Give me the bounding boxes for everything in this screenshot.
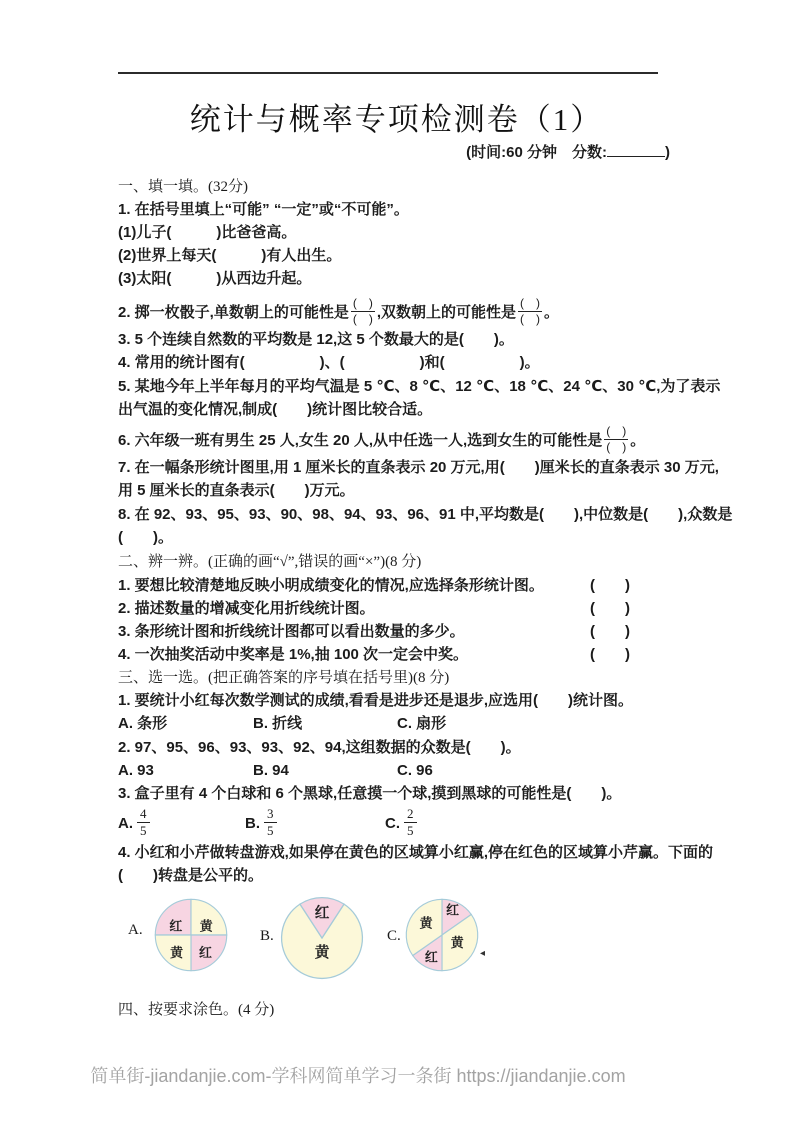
s3-q4-line2: ( )转盘是公平的。	[118, 867, 263, 884]
option-a-letter: A.	[118, 815, 133, 833]
s1-q2-end: 。	[544, 303, 560, 321]
s3-q4-line1: 4. 小红和小芹做转盘游戏,如果停在黄色的区域算小红赢,停在红色的区域算小芹赢。下面的	[118, 844, 714, 861]
spinner-c-letter: C.	[387, 928, 401, 944]
fraction-blank	[604, 424, 628, 455]
option-c	[385, 806, 417, 838]
spinner-c-text-bottom: 红	[424, 949, 438, 965]
s1-q1-sub3: (3)太阳( )从西边升起。	[118, 270, 312, 287]
spinner-c-text-right: 黄	[450, 935, 464, 951]
option-b: B. 折线	[253, 715, 303, 732]
fraction-numerator: ( )	[352, 296, 373, 310]
fraction-denominator: ( )	[606, 440, 627, 454]
s1-q8-line1: 8. 在 92、93、95、93、90、98、94、93、96、91 中,平均数是( ),中位数是( ),众数是	[118, 506, 733, 523]
s1-q4: 4. 常用的统计图有( )、( )和( )。	[118, 354, 540, 371]
fraction-numerator: ( )	[606, 424, 627, 438]
fraction-denominator: ( )	[520, 312, 541, 326]
s1-q2-text1: 2. 掷一枚骰子,单数朝上的可能性是	[118, 303, 349, 321]
s1-q2	[118, 296, 559, 330]
fraction-numerator: 3	[264, 806, 277, 823]
s2-item-3-text: 3. 条形统计图和折线统计图都可以看出数量的多少。	[118, 623, 465, 640]
s3-q1: 1. 要统计小红每次数学测试的成绩,看看是进步还是退步,应选用( )统计图。	[118, 692, 634, 709]
site-footer: 简单街-jiandanjie.com-学科网简单学习一条街 https://jiandanjie.com	[90, 1066, 626, 1086]
spinner-c-text-left: 黄	[419, 915, 433, 931]
s1-q1-sub2: (2)世界上每天( )有人出生。	[118, 247, 342, 264]
s1-q1-sub1: (1)儿子( )比爸爸高。	[118, 224, 297, 241]
s1-q7-line2: 用 5 厘米长的直条表示( )万元。	[118, 482, 355, 499]
s1-q2-text2: ,双数朝上的可能性是	[376, 303, 517, 321]
s2-item-4	[118, 645, 630, 665]
section1-header: 一、填一填。(32分)	[118, 179, 248, 195]
s1-q7-line1: 7. 在一幅条形统计图里,用 1 厘米长的直条表示 20 万元,用( )厘米长的直条表示 30 万元,	[118, 459, 719, 476]
option-c-fraction	[404, 806, 417, 838]
s1-q1: 1. 在括号里填上“可能” “一定”或“不可能”。	[118, 201, 409, 218]
section2-header: 二、辨一辨。(正确的画“√”,错误的画“×”)(8 分)	[118, 554, 422, 570]
s3-q2: 2. 97、95、96、93、93、92、94,这组数据的众数是( )。	[118, 739, 521, 756]
fraction-blank	[351, 296, 375, 327]
s1-q6-text: 6. 六年级一班有男生 25 人,女生 20 人,从中任选一人,选到女生的可能性是	[118, 431, 603, 449]
s2-item-3	[118, 622, 630, 642]
option-a: A. 93	[118, 762, 154, 779]
mouse-cursor-arrow: ◂	[480, 948, 486, 959]
option-b-fraction	[264, 806, 277, 838]
option-b	[245, 806, 385, 842]
s3-q2-options	[118, 761, 433, 781]
top-rule	[118, 72, 658, 74]
fraction-denominator: 5	[267, 822, 274, 838]
s3-q3-options	[118, 806, 417, 842]
spinner-c-text-top: 红	[446, 902, 460, 918]
spinner-b-text-wedge: 红	[314, 905, 330, 922]
spinner-a-text-bl: 黄	[170, 945, 184, 961]
page-title: 统计与概率专项检测卷（1）	[189, 102, 604, 137]
option-c: C. 96	[397, 762, 433, 779]
option-c: C. 扇形	[397, 715, 447, 732]
fraction-numerator: ( )	[520, 296, 541, 310]
spinner-a	[153, 897, 229, 973]
s1-q5-line1: 5. 某地今年上半年每月的平均气温是 5 ℃、8 ℃、12 ℃、18 ℃、24 ℃、30 ℃,为了表示	[118, 378, 721, 395]
fraction-numerator: 4	[137, 806, 150, 823]
spinner-a-text-br: 红	[198, 945, 212, 961]
score-blank-line	[607, 143, 665, 157]
spinner-c	[404, 897, 480, 973]
s2-item-1	[118, 576, 630, 596]
section3-header: 三、选一选。(把正确答案的序号填在括号里)(8 分)	[118, 670, 450, 686]
s2-item-2	[118, 599, 630, 619]
answer-bracket: ( )	[590, 577, 630, 594]
meta-text: (时间:60 分钟 分数:	[466, 144, 607, 161]
s1-q3: 3. 5 个连续自然数的平均数是 12,这 5 个数最大的是( )。	[118, 331, 514, 348]
option-a-fraction	[137, 806, 150, 838]
s2-item-2-text: 2. 描述数量的增减变化用折线统计图。	[118, 600, 375, 617]
s1-q6	[118, 424, 645, 458]
spinner-b	[279, 895, 365, 981]
option-b-letter: B.	[245, 815, 260, 833]
option-a: A. 条形	[118, 715, 168, 732]
answer-bracket: ( )	[590, 600, 630, 617]
option-a	[118, 806, 245, 842]
answer-bracket: ( )	[590, 646, 630, 663]
s2-item-1-text: 1. 要想比较清楚地反映小明成绩变化的情况,应选择条形统计图。	[118, 577, 544, 594]
fraction-denominator: 5	[140, 822, 147, 838]
s1-q8-line2: ( )。	[118, 529, 173, 546]
spinner-b-letter: B.	[260, 928, 274, 944]
s3-q3: 3. 盒子里有 4 个白球和 6 个黑球,任意摸一个球,摸到黑球的可能性是( )。	[118, 785, 622, 802]
fraction-blank	[518, 296, 542, 327]
answer-bracket: ( )	[590, 623, 630, 640]
spinner-b-text-body: 黄	[314, 944, 330, 961]
spinner-a-text-tr: 黄	[199, 918, 213, 934]
s3-q1-options	[118, 714, 446, 734]
option-c-letter: C.	[385, 815, 400, 833]
s1-q6-end: 。	[630, 431, 646, 449]
fraction-numerator: 2	[404, 806, 417, 823]
spinner-a-text-tl: 红	[169, 918, 183, 934]
s2-item-4-text: 4. 一次抽奖活动中奖率是 1%,抽 100 次一定会中奖。	[118, 646, 469, 663]
s1-q5-line2: 出气温的变化情况,制成( )统计图比较合适。	[118, 401, 433, 418]
fraction-denominator: 5	[407, 822, 414, 838]
option-b: B. 94	[253, 762, 289, 779]
meta-close: )	[665, 144, 670, 161]
exam-meta	[118, 141, 670, 162]
fraction-denominator: ( )	[352, 312, 373, 326]
spinner-a-letter: A.	[128, 922, 143, 938]
section4-header: 四、按要求涂色。(4 分)	[118, 1002, 275, 1018]
